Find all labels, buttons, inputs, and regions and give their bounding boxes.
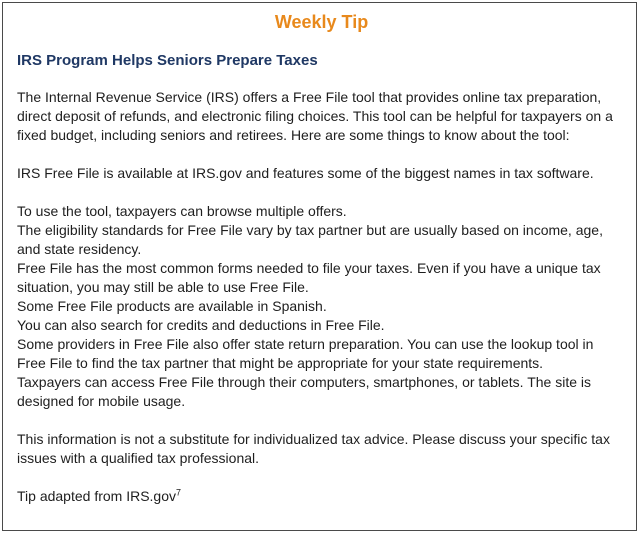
availability-paragraph: IRS Free File is available at IRS.gov and features some of the biggest names in tax software. bbox=[17, 165, 594, 181]
tool-point: Some providers in Free File also offer state return preparation. You can use the lookup tool in Free File to find the tax partner that might be appropriate for your state requirements. bbox=[17, 336, 594, 371]
tool-point: To use the tool, taxpayers can browse multiple offers. bbox=[17, 203, 347, 219]
weekly-tip-box bbox=[2, 2, 637, 531]
tip-subtitle: IRS Program Helps Seniors Prepare Taxes bbox=[17, 52, 318, 69]
footnote-marker: 7 bbox=[176, 487, 182, 498]
tool-points-list bbox=[17, 202, 626, 411]
tool-point: You can also search for credits and deductions in Free File. bbox=[17, 317, 385, 333]
source-text: Tip adapted from IRS.gov bbox=[17, 488, 177, 504]
tool-point: Free File has the most common forms needed to file your taxes. Even if you have a unique tax situation, you may still be able to use Free File. bbox=[17, 260, 601, 295]
tip-heading: Weekly Tip bbox=[274, 12, 369, 32]
disclaimer-paragraph: This information is not a substitute for individualized tax advice. Please discuss your specific tax issues with a qualified tax professional. bbox=[17, 431, 610, 466]
source-line bbox=[17, 487, 626, 506]
tool-point: Taxpayers can access Free File through their computers, smartphones, or tablets. The site is designed for mobile usage. bbox=[17, 374, 591, 409]
tool-point: The eligibility standards for Free File vary by tax partner but are usually based on income, age, and state residency. bbox=[17, 222, 603, 257]
intro-paragraph: The Internal Revenue Service (IRS) offers a Free File tool that provides online tax preparation, direct deposit of refunds, and electronic filing choices. This tool can be helpful for taxpayers on a fixed budget, including seniors and retirees. Here are some things to know about the tool: bbox=[17, 89, 613, 143]
tool-point: Some Free File products are available in Spanish. bbox=[17, 298, 327, 314]
